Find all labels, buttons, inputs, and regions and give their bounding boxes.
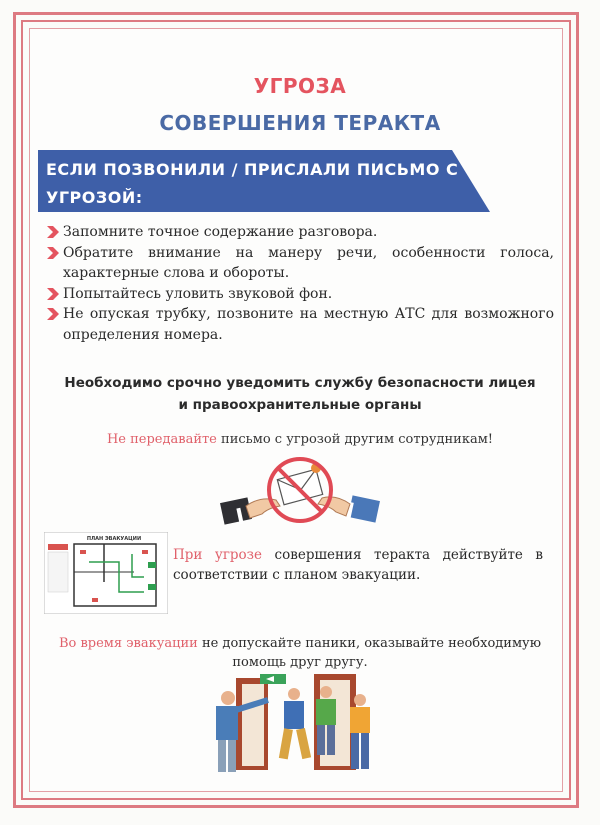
- right-hand-icon: [318, 495, 380, 522]
- instruction-text: Запомните точное содержание разговора.: [63, 224, 378, 240]
- evacuation-rest: совершения теракта действуйте в соответствии с планом эвакуации.: [173, 547, 544, 583]
- notify-security-notice: [40, 372, 560, 416]
- warning-highlight: Не передавайте: [106, 432, 217, 447]
- no-panic-instruction: [50, 634, 550, 672]
- door-left-icon: [236, 678, 268, 770]
- instruction-list: [47, 222, 554, 345]
- warning-rest: письмо с угрозой другим сотрудникам!: [216, 432, 494, 447]
- list-item: [47, 243, 554, 284]
- evacuation-illustration: [208, 670, 392, 776]
- instruction-text: Обратите внимание на манеру речи, особенности голоса, характерные слова и обороты.: [63, 244, 554, 281]
- exit-sign-icon: [260, 674, 286, 684]
- panic-rest: не допускайте паники, оказывайте необходимую помощь друг другу.: [197, 636, 542, 670]
- evacuation-instruction: [173, 545, 543, 585]
- banner-text: [46, 156, 466, 212]
- notice-line2: и правоохранительные органы: [178, 397, 422, 413]
- do-not-pass-letter-warning: [40, 432, 560, 447]
- no-letter-passing-illustration: [220, 456, 380, 532]
- plan-title: ПЛАН ЭВАКУАЦИИ: [86, 536, 142, 542]
- list-item: [47, 284, 554, 305]
- chevron-right-icon: [47, 247, 59, 259]
- list-item: [47, 222, 554, 243]
- panic-highlight: Во время эвакуации: [58, 636, 198, 651]
- title-terror-act: СОВЕРШЕНИЯ ТЕРАКТА: [159, 111, 441, 135]
- banner-line1: ЕСЛИ ПОЗВОНИЛИ / ПРИСЛАЛИ ПИСЬМО С: [46, 160, 459, 179]
- notice-line1: Необходимо срочно уведомить службу безопасности лицея: [64, 375, 536, 391]
- list-item: [47, 304, 554, 345]
- instruction-text: Попытайтесь уловить звуковой фон.: [63, 285, 333, 302]
- threat-banner: [38, 150, 490, 212]
- banner-line2: УГРОЗОЙ:: [46, 188, 143, 207]
- instruction-text: Не опуская трубку, позвоните на местную АТС для возможного определения номера.: [63, 306, 554, 343]
- chevron-right-icon: [47, 226, 59, 238]
- evacuation-plan-image: [44, 532, 168, 614]
- chevron-right-icon: [47, 288, 59, 300]
- evacuation-highlight: При угрозе: [173, 547, 263, 563]
- title-threat: УГРОЗА: [253, 74, 347, 98]
- person-running-blue-icon: [279, 688, 311, 759]
- chevron-right-icon: [47, 308, 59, 320]
